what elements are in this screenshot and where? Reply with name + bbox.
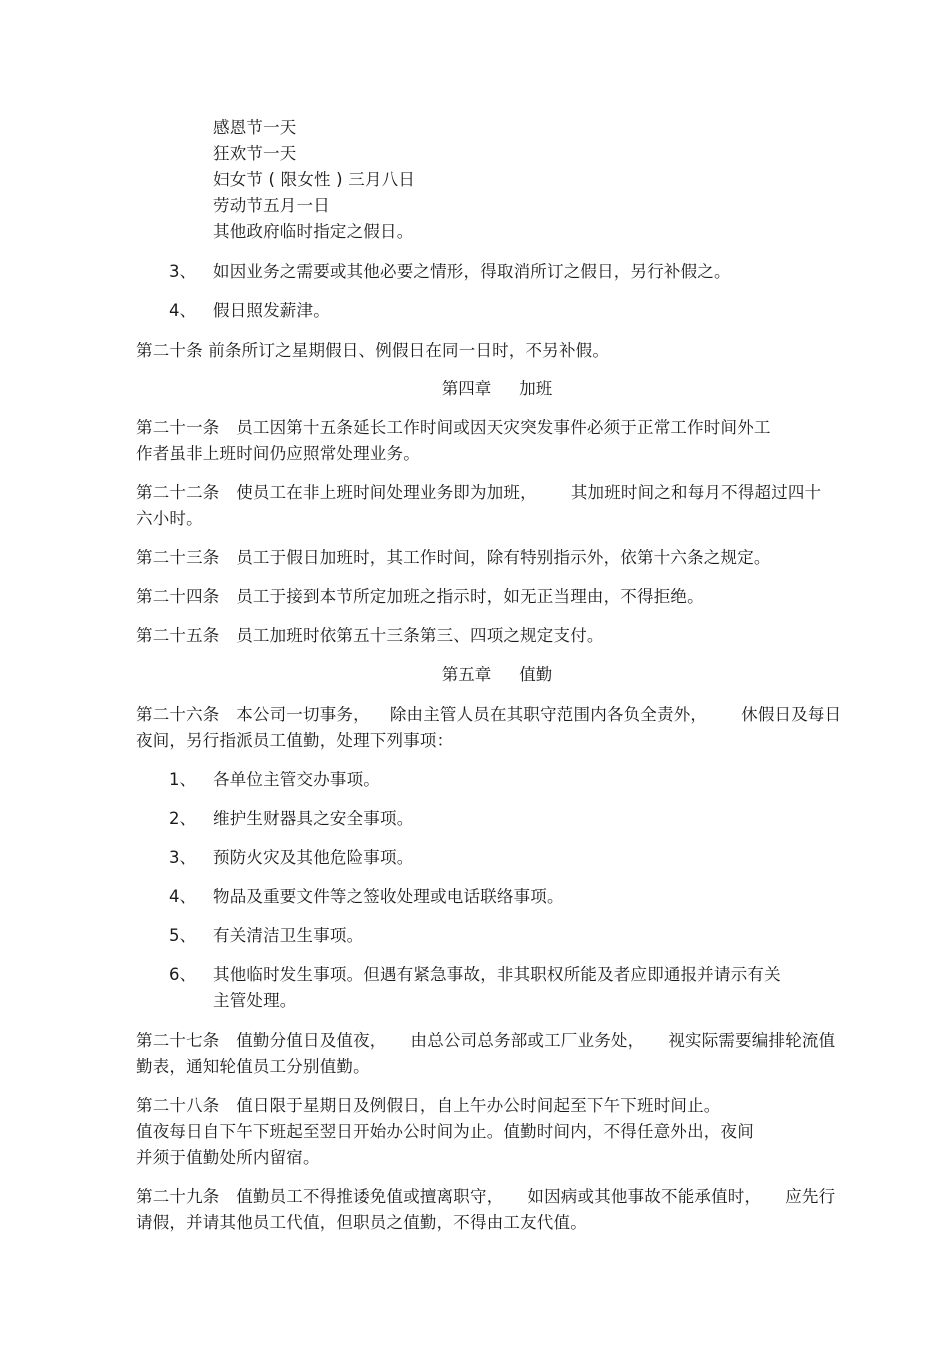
article-28-line-3: 并须于值勤处所内留宿。 [136, 1148, 320, 1167]
article-21-line-1: 第二十一条 员工因第十五条延长工作时间或因天灾突发事件必须于正常工作时间外工 [136, 418, 771, 437]
article-25: 第二十五条 员工加班时依第五十三条第三、四项之规定支付。 [136, 626, 604, 645]
article-27-part-a: 第二十七条 值勤分值日及值夜， [136, 1031, 387, 1050]
article-27-part-b: 由总公司总务部或工厂业务处， [410, 1031, 645, 1050]
list-item-number: 1、 [169, 770, 196, 789]
list-item-text: 有关清洁卫生事项。 [213, 926, 364, 945]
article-26-part-a: 第二十六条 本公司一切事务， [136, 705, 370, 724]
list-item-text: 其他临时发生事项。但遇有紧急事故，非其职权所能及者应即通报并请示有关 [213, 965, 781, 984]
holiday-labor-day: 劳动节五月一日 [213, 196, 330, 215]
chapter-5-heading [0, 665, 950, 685]
article-22-line-2: 六小时。 [136, 509, 203, 528]
list-item-number: 4、 [169, 887, 196, 906]
article-26-line-1 [136, 705, 841, 725]
list-item-text: 如因业务之需要或其他必要之情形，得取消所订之假日，另行补假之。 [213, 262, 731, 281]
list-item-text: 维护生财器具之安全事项。 [213, 809, 414, 828]
chapter-number: 第五章 [441, 665, 492, 684]
holiday-carnival: 狂欢节一天 [213, 144, 297, 163]
list-item-number: 3、 [169, 262, 196, 281]
article-26-part-b: 除由主管人员在其职守范围内各负全责外， [389, 705, 708, 724]
holiday-womens-day: 妇女节 ( 限女性 ) 三月八日 [213, 170, 416, 189]
chapter-title: 加班 [519, 379, 553, 398]
list-item-number: 3、 [169, 848, 196, 867]
holiday-thanksgiving: 感恩节一天 [213, 118, 297, 137]
article-20: 第二十条 前条所订之星期假日、例假日在同一日时，不另补假。 [136, 341, 610, 360]
list-item-text: 预防火灾及其他危险事项。 [213, 848, 414, 867]
article-23: 第二十三条 员工于假日加班时，其工作时间，除有特别指示外，依第十六条之规定。 [136, 548, 771, 567]
list-item-number: 6、 [169, 965, 196, 984]
list-item-text: 各单位主管交办事项。 [213, 770, 380, 789]
list-item-number: 2、 [169, 809, 196, 828]
article-29-part-b: 如因病或其他事故不能承值时， [527, 1187, 762, 1206]
article-22-line-1 [136, 483, 821, 503]
chapter-number: 第四章 [441, 379, 492, 398]
article-27-part-c: 视实际需要编排轮流值 [668, 1031, 836, 1050]
article-26-part-c: 休假日及每日 [741, 705, 842, 724]
article-29-line-2: 请假，并请其他员工代值，但职员之值勤，不得由工友代值。 [136, 1213, 587, 1232]
article-28-line-2: 值夜每日自下午下班起至翌日开始办公时间为止。值勤时间内，不得任意外出，夜间 [136, 1122, 754, 1141]
article-21-line-2: 作者虽非上班时间仍应照常处理业务。 [136, 444, 420, 463]
list-item-text: 假日照发薪津。 [213, 301, 330, 320]
list-item-text-continued: 主管处理。 [213, 991, 297, 1010]
article-26-line-2: 夜间，另行指派员工值勤，处理下列事项： [136, 731, 454, 750]
chapter-4-heading [0, 379, 950, 399]
list-item-text: 物品及重要文件等之签收处理或电话联络事项。 [213, 887, 564, 906]
article-29-part-c: 应先行 [785, 1187, 836, 1206]
article-22-part-b: 其加班时间之和每月不得超过四十 [570, 483, 822, 502]
holiday-other: 其他政府临时指定之假日。 [213, 222, 414, 241]
article-22-part-a: 第二十二条 使员工在非上班时间处理业务即为加班， [136, 483, 537, 502]
chapter-title: 值勤 [519, 665, 553, 684]
article-29-part-a: 第二十九条 值勤员工不得推诿免值或擅离职守， [136, 1187, 504, 1206]
article-28-line-1: 第二十八条 值日限于星期日及例假日，自上午办公时间起至下午下班时间止。 [136, 1096, 721, 1115]
list-item-number: 4、 [169, 301, 196, 320]
article-27-line-1 [136, 1031, 835, 1051]
article-27-line-2: 勤表，通知轮值员工分别值勤。 [136, 1057, 370, 1076]
list-item-number: 5、 [169, 926, 196, 945]
article-24: 第二十四条 员工于接到本节所定加班之指示时，如无正当理由，不得拒绝。 [136, 587, 704, 606]
article-29-line-1 [136, 1187, 835, 1207]
